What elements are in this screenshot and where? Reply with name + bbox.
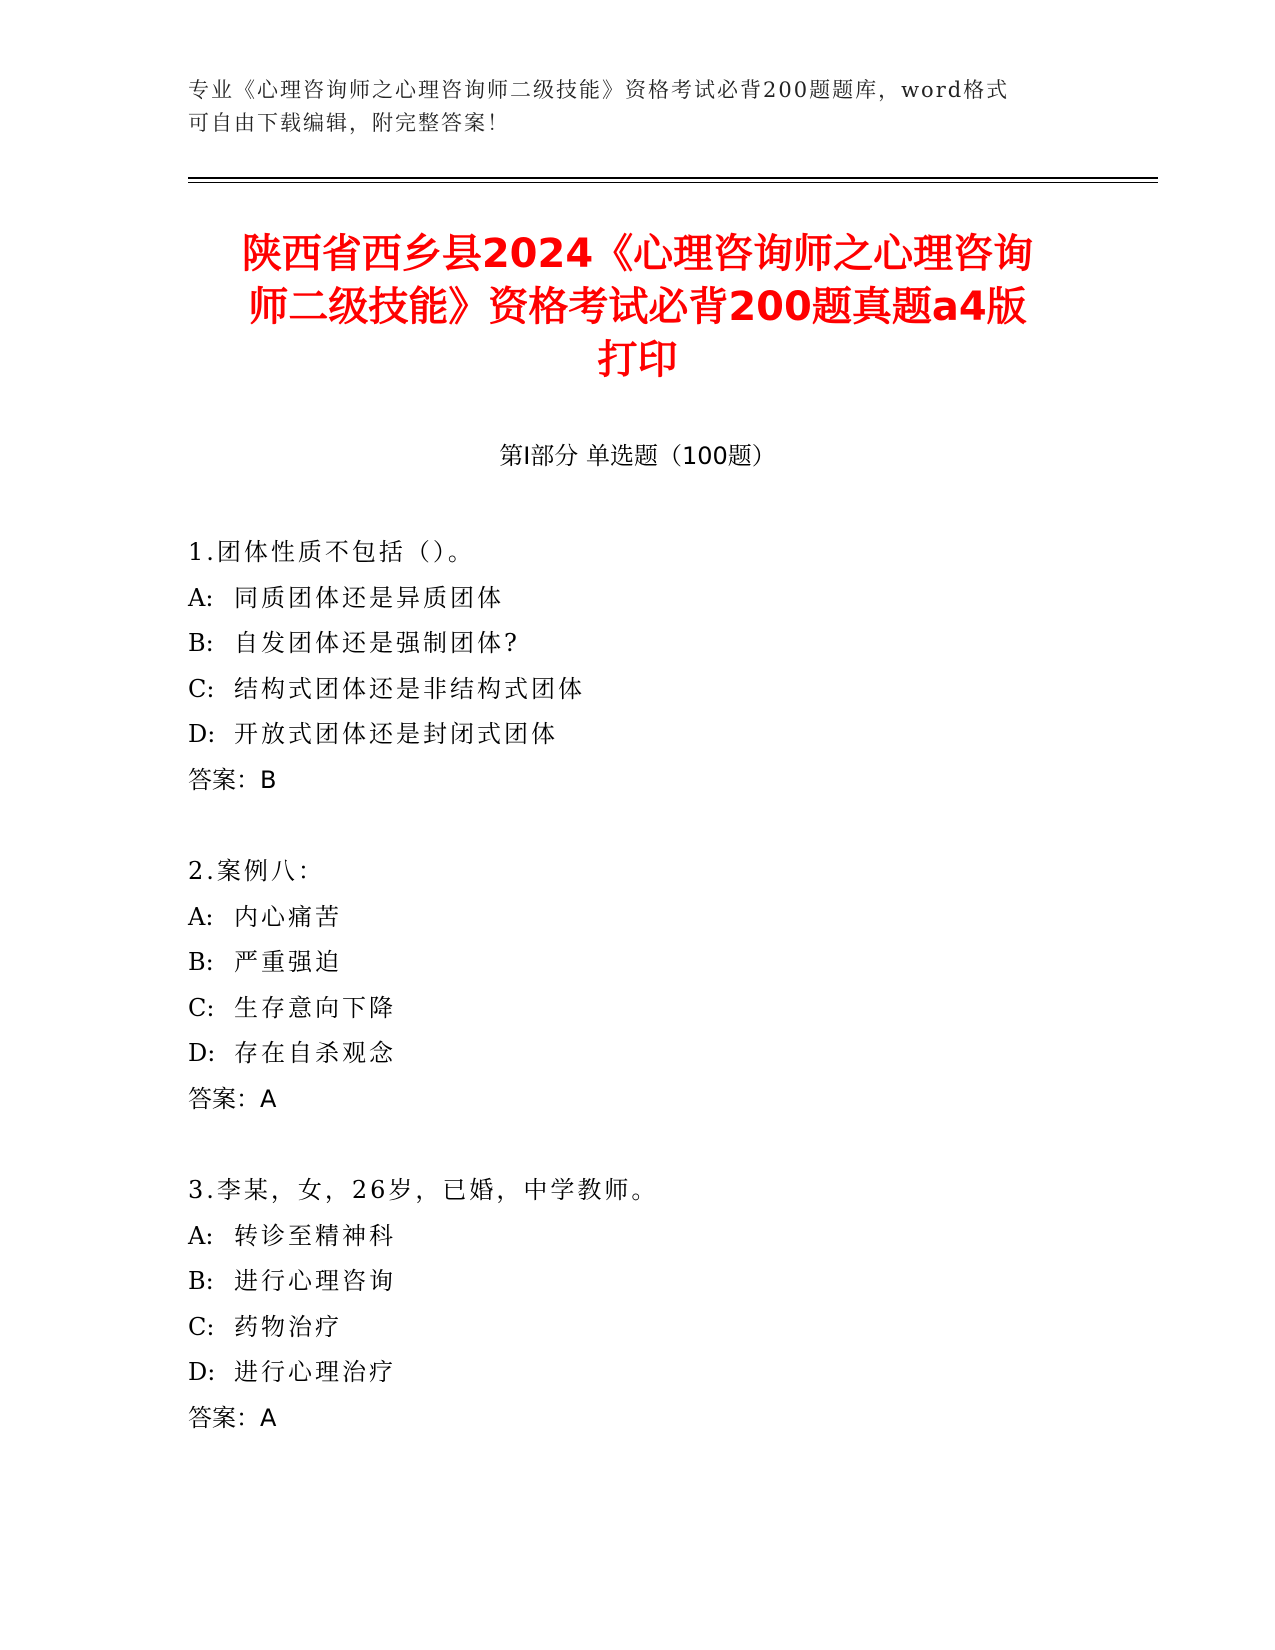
option-text: 药物治疗 [234, 1312, 342, 1341]
question-stem: 3.李某，女，26岁，已婚，中学教师。 [188, 1176, 659, 1204]
option-text: 同质团体还是异质团体 [234, 583, 504, 612]
header-divider-thick [188, 177, 1158, 179]
answer: 答案：A [188, 1084, 277, 1113]
option-letter: C: [188, 1312, 215, 1341]
option-b [188, 1259, 1088, 1305]
header-note [188, 74, 1088, 140]
answer: 答案：B [188, 765, 277, 794]
option-letter: B: [188, 948, 214, 976]
section-heading: 第Ⅰ部分 单选题（100题） [499, 442, 776, 470]
option-letter: C: [188, 674, 215, 703]
question-1 [188, 530, 1088, 803]
option-text: 进行心理治疗 [234, 1358, 396, 1386]
question-2 [188, 849, 1088, 1122]
option-letter: B: [188, 629, 214, 657]
option-b [188, 621, 1088, 667]
question-stem: 2.案例八： [188, 857, 325, 885]
title-line-1: 陕西省西乡县2024《心理咨询师之心理咨询 [241, 231, 1034, 277]
option-text: 严重强迫 [234, 948, 342, 976]
option-text: 转诊至精神科 [234, 1221, 396, 1250]
option-letter: B: [188, 1267, 214, 1295]
option-text: 自发团体还是强制团体? [234, 629, 520, 657]
option-c [188, 1305, 1088, 1351]
header-note-line-1: 专业《心理咨询师之心理咨询师二级技能》资格考试必背200题题库，word格式 [188, 78, 1010, 102]
option-letter: A: [188, 583, 214, 612]
option-letter: D: [188, 1358, 216, 1386]
option-c [188, 667, 1088, 713]
option-text: 生存意向下降 [234, 993, 396, 1022]
option-d [188, 1031, 1088, 1077]
option-letter: A: [188, 1221, 214, 1250]
option-a [188, 895, 1088, 941]
title-line-2: 师二级技能》资格考试必背200题真题a4版 [248, 284, 1027, 330]
document-title [160, 228, 1115, 387]
header-note-line-2: 可自由下载编辑，附完整答案！ [188, 111, 510, 135]
option-text: 内心痛苦 [234, 902, 342, 931]
option-text: 存在自杀观念 [234, 1039, 396, 1067]
option-d [188, 1350, 1088, 1396]
question-list [188, 530, 1088, 1487]
option-letter: D: [188, 1039, 216, 1067]
option-a [188, 1214, 1088, 1260]
option-text: 结构式团体还是非结构式团体 [234, 674, 585, 703]
answer: 答案：A [188, 1403, 277, 1432]
question-stem: 1.团体性质不包括（）。 [188, 538, 475, 566]
option-c [188, 986, 1088, 1032]
option-d [188, 712, 1088, 758]
option-b [188, 940, 1088, 986]
option-text: 开放式团体还是封闭式团体 [234, 720, 558, 748]
option-letter: D: [188, 720, 216, 748]
question-3 [188, 1168, 1088, 1441]
option-a [188, 576, 1088, 622]
option-text: 进行心理咨询 [234, 1267, 396, 1295]
option-letter: C: [188, 993, 215, 1022]
option-letter: A: [188, 902, 214, 931]
title-line-3: 打印 [597, 337, 678, 383]
header-divider-thin [188, 182, 1158, 183]
